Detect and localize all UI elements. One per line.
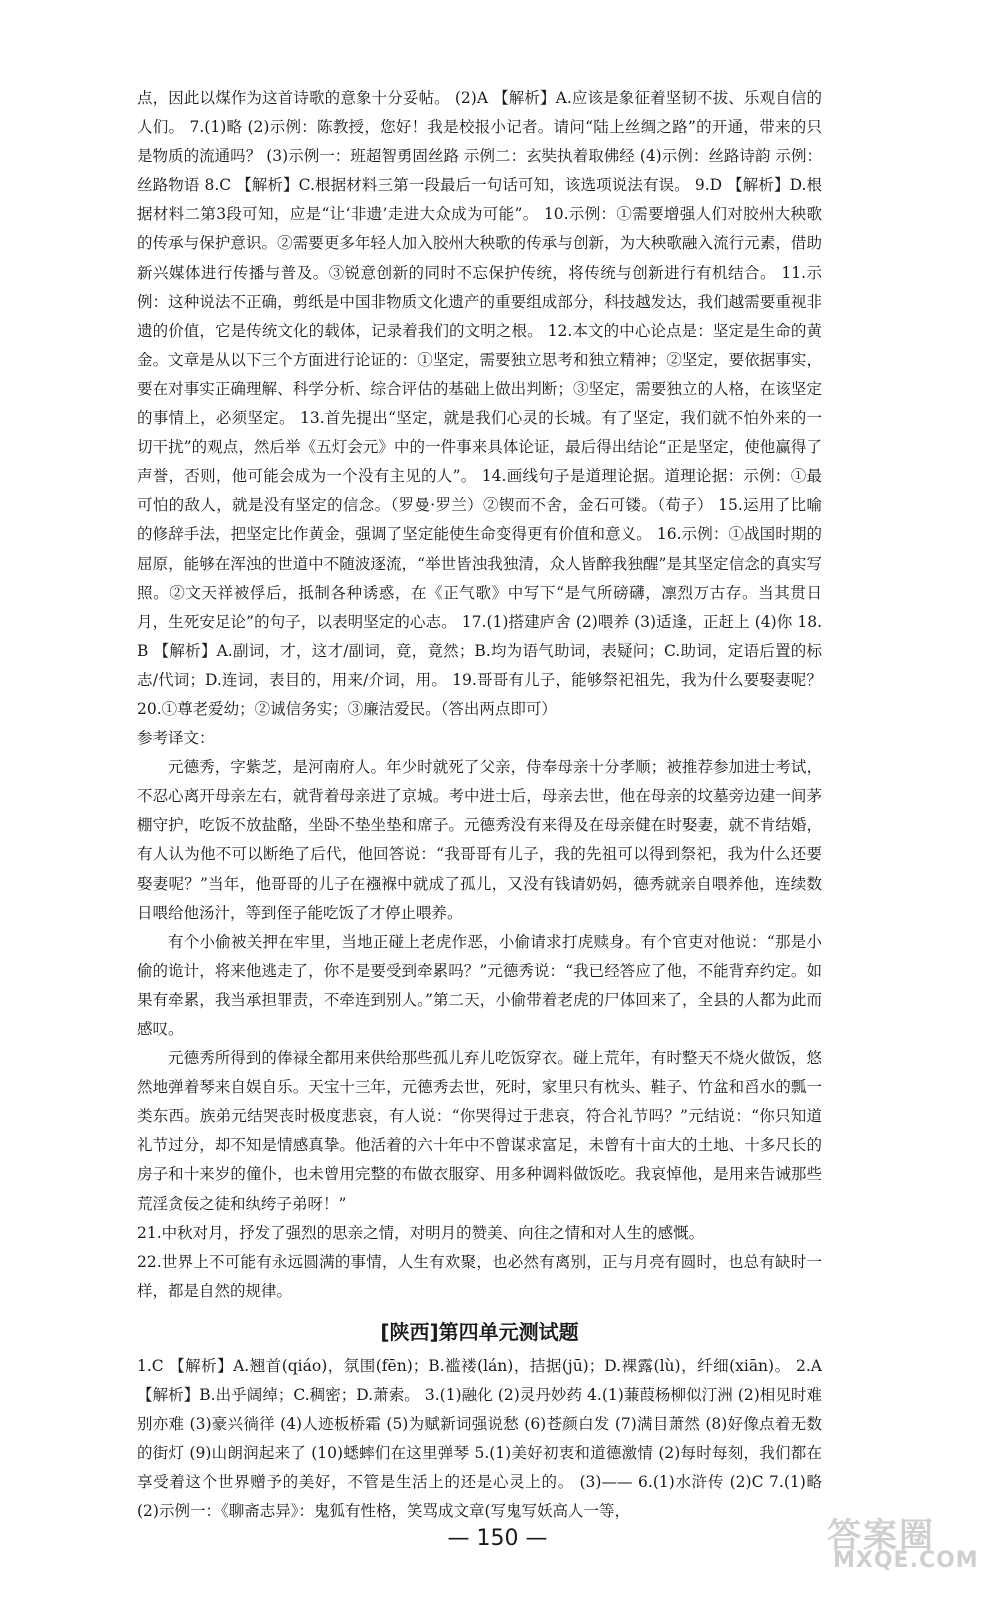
translation-label: 参考译文：: [137, 729, 215, 748]
page-number: — 150 —: [447, 1526, 548, 1551]
translation-paragraph-1: 元德秀，字紫芝，是河南府人。年少时就死了父亲，侍奉母亲十分孝顺；被推荐参加进士考试，不忍心离开母亲左右，就背着母亲进了京城。考中进士后，母亲去世，他在母亲的坟墓旁边建一间茅棚守护，吃饭不放盐酪，坐卧不垫坐垫和席子。元德秀没有来得及在母亲健在时娶妻，就不肯结婚，有人认为他不可以断绝了后代，他回答说：“我哥哥有儿子，我的先祖可以得到祭祀，我为什么还要娶妻呢？”当年，他哥哥的儿子在襁褓中就成了孤儿，又没有钱请奶妈，德秀就亲自喂养他，连续数日喂给他汤汁，等到侄子能吃饭了才停止喂养。: [137, 758, 822, 922]
watermark-en: MXQE.COM: [833, 1548, 979, 1573]
watermark-cn: 答案圈: [827, 1516, 935, 1556]
answer-paragraph: 点，因此以煤作为这首诗歌的意象十分妥帖。 (2)A 【解析】A.应该是象征着坚韧不拔、乐观自信的人们。 7.(1)略 (2)示例：陈教授，您好！我是校报小记者。请问“陆上丝绸之路”的开通，带来的只是物质的流通吗？ (3)示例一：班超智勇固丝路 示例二：玄奘执着取佛经 (4)示例：丝路诗韵 示例：丝路物语 8.C 【解析】C.根据材料三第一段最后一句话可知，该选项说法有误。 9.D 【解析】D.根据材料二第3段可知，应是“让‘非遗’走进大众成为可能”。 10.示例：①需要增强人们对胶州大秧歌的传承与保护意识。②需要更多年轻人加入胶州大秧歌的传承与创新，为大秧歌融入流行元素，借助新兴媒体进行传播与普及。③锐意创新的同时不忘保护传统，将传统与创新进行有机结合。 11.示例：这种说法不正确，剪纸是中国非物质文化遗产的重要组成部分，科技越发达，我们越需要重视非遗的价值，它是传统文化的载体，记录着我们的文明之根。 12.本文的中心论点是：坚定是生命的黄金。文章是从以下三个方面进行论证的：①坚定，需要独立思考和独立精神；②坚定，要依据事实，要在对事实正确理解、科学分析、综合评估的基础上做出判断；③坚定，需要独立的人格，在该坚定的事情上，必须坚定。 13.首先提出“坚定，就是我们心灵的长城。有了坚定，我们就不怕外来的一切干扰”的观点，然后举《五灯会元》中的一件事来具体论证，最后得出结论“正是坚定，使他赢得了声誉，否则，他可能会成为一个没有主见的人”。 14.画线句子是道理论据。道理论据：示例：①最可怕的敌人，就是没有坚定的信念。（罗曼·罗兰）②锲而不舍，金石可镂。（荀子） 15.运用了比喻的修辞手法，把坚定比作黄金，强调了坚定能使生命变得更有价值和意义。 16.示例：①战国时期的屈原，能够在浑浊的世道中不随波逐流，“举世皆浊我独清，众人皆醉我独醒”是其坚定信念的真实写照。②文天祥被俘后，抵制各种诱惑，在《正气歌》中写下“是气所磅礴，凛烈万古存。当其贯日月，生死安足论”的句子，以表明坚定的心志。 17.(1)搭建庐舍 (2)喂养 (3)适逢，正赶上 (4)你 18.B 【解析】A.副词，才，这才/副词，竟，竟然；B.均为语气助词，表疑问；C.助词，定语后置的标志/代词；D.连词，表目的，用来/介词，用。 19.哥哥有儿子，能够祭祀祖先，我为什么要娶妻呢？ 20.①尊老爱幼；②诚信务实；③廉洁爱民。（答出两点即可）: [137, 89, 822, 718]
section-answers: 1.C 【解析】A.翘首(qiáo)，氛围(fēn)；B.褴褛(lán)，拮据(jū)；D.裸露(lù)，纤细(xiān)。 2.A 【解析】B.出乎阔绰；C.稠密；D.萧索。 3.(1)融化 (2)灵丹妙药 4.(1)蒹葭杨柳似汀洲 (2)相见时难别亦难 (3)豪兴徜徉 (4)人迹板桥霜 (5)为赋新词强说愁 (6)苍颜白发 (7)满目萧然 (8)好像点着无数的街灯 (9)山朗润起来了 (10)蟋蟀们在这里弹琴 5.(1)美好初衷和道德激情 (2)每时每刻，我们都在享受着这个世界赠予的美好，不管是生活上的还是心灵上的。 (3)—— 6.(1)水浒传 (2)C 7.(1)略 (2)示例一：《聊斋志异》：鬼狐有性格，笑骂成文章(写鬼写妖高人一等，: [137, 1356, 822, 1521]
answer-item-21: 21.中秋对月，抒发了强烈的思亲之情，对明月的赞美、向往之情和对人生的感慨。: [137, 1223, 705, 1242]
translation-paragraph-2: 有个小偷被关押在牢里，当地正碰上老虎作恶，小偷请求打虎赎身。有个官吏对他说：“那是小偷的诡计，将来他逃走了，你不是要受到牵累吗？”元德秀说：“我已经答应了他，不能背弃约定。如果有牵累，我当承担罪责，不牵连到别人。”第二天，小偷带着老虎的尸体回来了，全县的人都为此而感叹。: [137, 932, 822, 1038]
page-content: [137, 84, 822, 1527]
translation-paragraph-3: 元德秀所得到的俸禄全都用来供给那些孤儿弃儿吃饭穿衣。碰上荒年，有时整天不烧火做饭，悠然地弹着琴来自娱自乐。天宝十三年，元德秀去世，死时，家里只有枕头、鞋子、竹盆和舀水的瓢一类东西。族弟元结哭丧时极度悲哀，有人说：“你哭得过于悲哀，符合礼节吗？”元结说：“你只知道礼节过分，却不知是情感真挚。他活着的六十年中不曾谋求富足，未曾有十亩大的土地、十多尺长的房子和十来岁的僮仆，也未曾用完整的布做衣服穿、用多种调料做饭吃。我哀悼他，是用来告诫那些荒淫贪佞之徒和纨绔子弟呀！”: [137, 1049, 822, 1213]
section-title: [陕西]第四单元测试题: [380, 1319, 579, 1344]
watermark-logo: [827, 1508, 977, 1578]
answer-item-22: 22.世界上不可能有永远圆满的事情，人生有欢聚，也必然有离别，正与月亮有圆时，也总有缺时一样，都是自然的规律。: [137, 1252, 822, 1300]
